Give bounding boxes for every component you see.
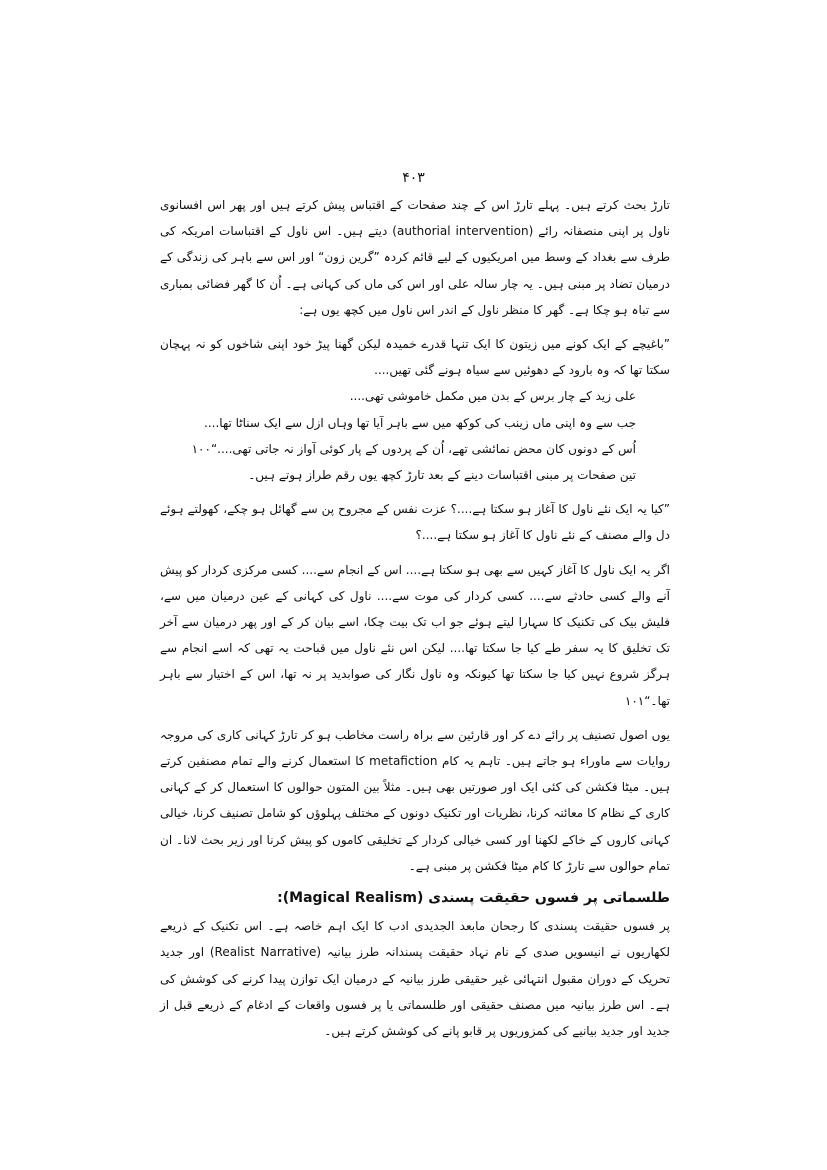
quote-line-tarar-remark: تین صفحات پر مبنی اقتباسات دینے کے بعد تارڑ کچھ یوں رقم طراز ہوتے ہیں۔ (248, 468, 636, 483)
page-body (160, 192, 670, 1044)
block-quote-new-novel: ”کیا یہ ایک نئے ناول کا آغاز ہو سکتا ہے....؟ عزت نفس کے مجروح پن سے گھائل ہو چکے، کھولتے ہوئے دل والے مصنف کے نئے ناول کا آغاز ہو سکتا ہے....؟ (160, 502, 670, 543)
paragraph-intro: تارڑ بحث کرتے ہیں۔ پہلے تارڑ اس کے چند صفحات کے اقتباس پیش کرتے ہیں اور پھر اس افسانوی ناول پر اپنی منصفانہ رائے (authorial intervention) دیتے ہیں۔ اس ناول کے اقتباسات امریکہ کی طرف سے بغداد کے وسط میں امریکیوں کے لیے قائم کردہ ”گرین زون“ اور اس سے باہر کی زندگی کے درمیان تضاد پر مبنی ہیں۔ یہ چار سالہ علی اور اس کی ماں کی کہانی ہے۔ اُن کا گھر فضائی بمباری سے تباہ ہو چکا ہے۔ گھر کا منظر ناول کے اندر اس ناول میں کچھ یوں ہے: (160, 198, 670, 317)
paragraph-magical-realism: پر فسوں حقیقت پسندی کا رجحان مابعد الجدیدی ادب کا ایک اہم خاصہ ہے۔ اس تکنیک کے ذریعے لکھاریوں نے انیسویں صدی کے نام نہاد حقیقت پسندانہ طرز بیانیہ (Realist Narrative) اور جدید تحریک کے دوران مقبول انتہائی غیر حقیقی طرز بیانیہ کے درمیان ایک توازن پیدا کرنے کی کوشش کی ہے۔ اس طرز بیانیہ میں مصنف حقیقی اور طلسماتی یا پر فسوں واقعات کے ادغام کے ذریعے قبل از جدید اور جدید بیانیے کی کمزوریوں پر قابو پانے کی کوشش کرتے ہیں۔ (160, 919, 670, 1039)
quote-line-ali-silence: علی زید کے چار برس کے بدن میں مکمل خاموشی تھی.... (349, 389, 636, 404)
page-number: ۴۰۳ (402, 170, 425, 186)
block-quote-olive-tree: ”باغیچے کے ایک کونے میں زیتون کا ایک تنہا قدرے خمیدہ لیکن گھنا پیڑ خود اپنی شاخوں کو نہ پہچان سکتا تھا کہ وہ بارود کے دھوئیں سے سیاہ ہونے گئی تھیں.... (160, 337, 670, 378)
section-heading-magical-realism: طلسماتی پر فسوں حقیقت پسندی (Magical Realism): (277, 890, 670, 907)
quote-line-mother-womb: جب سے وہ اپنی ماں زینب کی کوکھ میں سے باہر آیا تھا وہاں ازل سے ایک سناٹا تھا.... (204, 415, 636, 430)
paragraph-metafiction: یوں اصول تصنیف پر رائے دے کر اور قارئین سے براہ راست مخاطب ہو کر تارڑ کہانی کاری کی مروجہ روایات سے ماوراء ہو جاتے ہیں۔ تاہم یہ کام metafiction کا استعمال کرنے والے تمام مصنفین کرتے ہیں۔ میٹا فکشن کی کئی ایک اور صورتیں بھی ہیں۔ مثلاً بین المتون حوالوں کا استعمال کر کے کہانی کاری کے نظام کا معائنہ کرنا، نظریات اور تکنیک دونوں کے مختلف پہلوؤں کو شامل تصنیف کرنا، خیالی کہانی کاروں کے خاکے لکھنا اور کسی خیالی کردار کے تخلیقی کاموں کو پیش کرنا اور زیر بحث لانا۔ ان تمام حوالوں سے تارڑ کا کام میٹا فکشن پر مبنی ہے۔ (160, 727, 670, 873)
paragraph-novel-beginning: اگر یہ ایک ناول کا آغاز کہیں سے بھی ہو سکتا ہے.... اس کے انجام سے.... کسی مرکزی کردار کو پیش آنے والے کسی حادثے سے.... کسی کردار کی موت سے.... ناول کی کہانی کے عین درمیان میں سے، فلیش بیک کی تکنیک کا سہارا لیتے ہوئے جو اب تک بیت چکا، اسے بیان کر کے اور پھر درمیان سے آخر تک تخلیق کا یہ سفر طے کیا جا سکتا تھا.... لیکن اس نئے ناول میں قباحت یہ تھی کہ اسے انجام سے ہرگز شروع نہیں کیا جا سکتا تھا کیونکہ وہ ناول نگار کی صوابدید پر نہ تھا، اس کے اختیار سے باہر تھا۔“١٠١ (160, 562, 670, 708)
quote-line-ears: اُس کے دونوں کان محض نمائشی تھے، اُن کے پردوں کے پار کوئی آواز نہ جاتی تھی....“١٠٠ (191, 441, 636, 456)
